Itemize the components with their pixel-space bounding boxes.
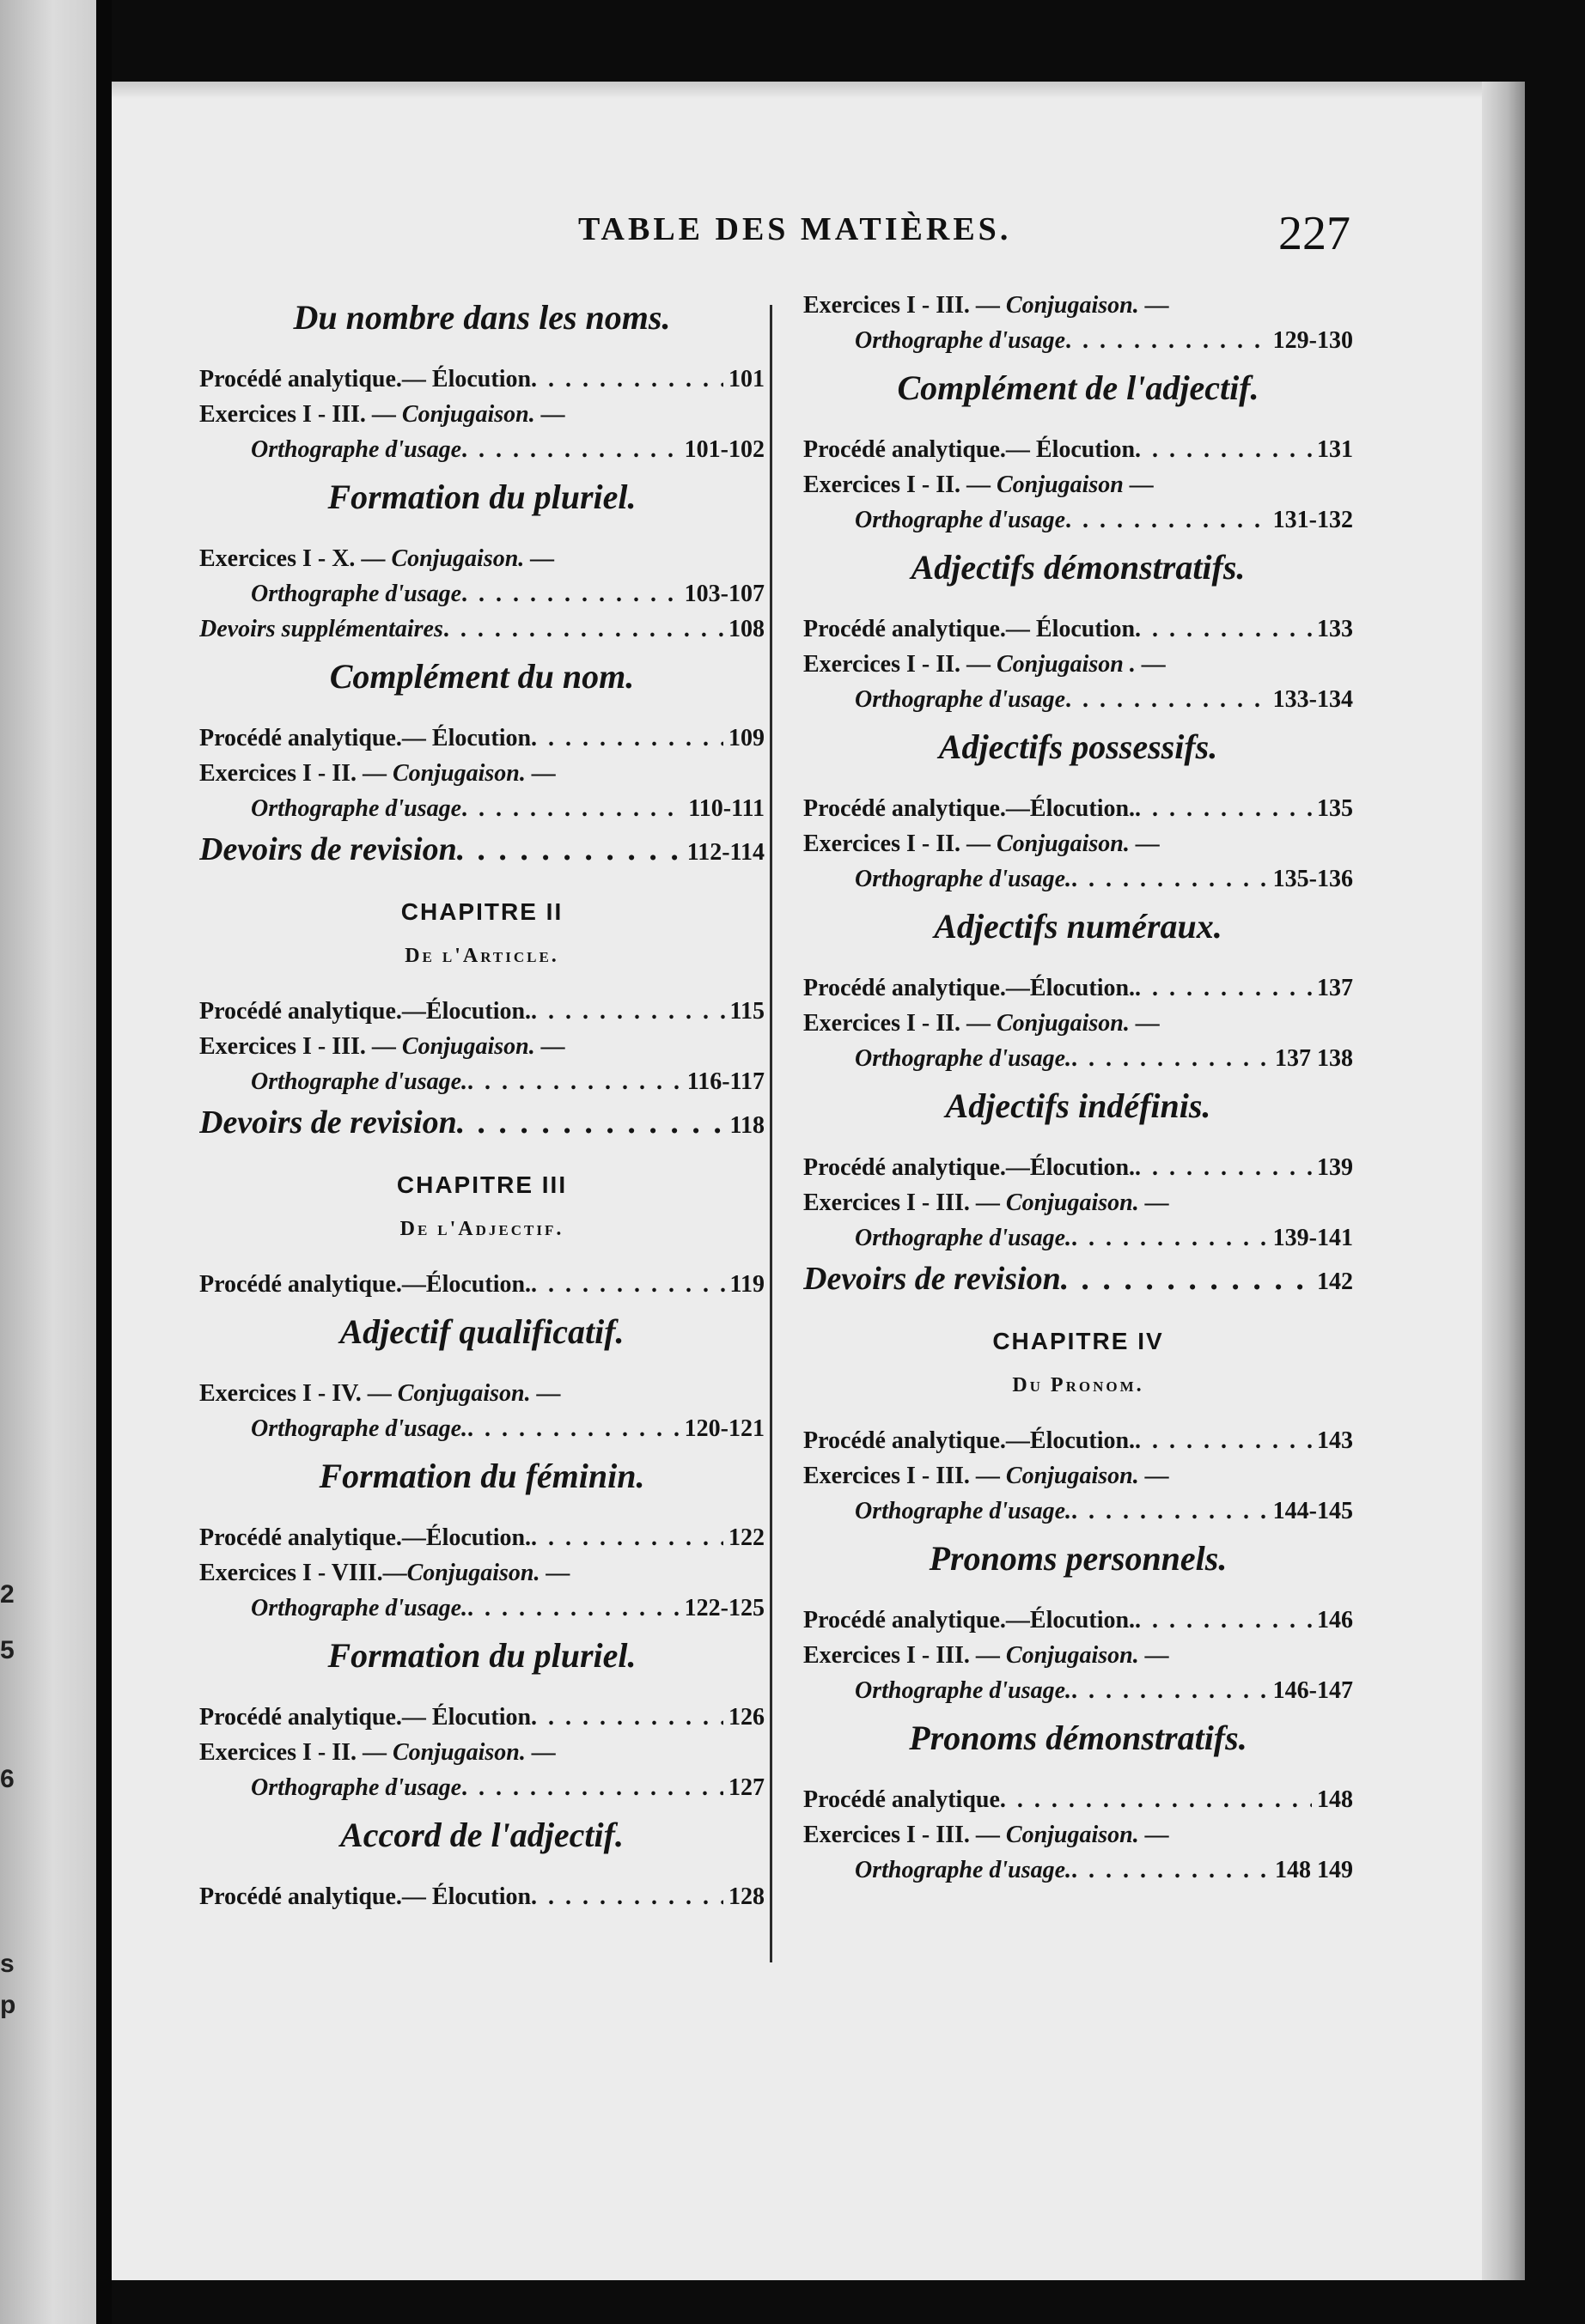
- toc-entry: [199, 1555, 765, 1591]
- toc-entry-title: [251, 1770, 461, 1805]
- toc-entry-italic: Conjugaison. —: [1005, 1189, 1169, 1216]
- toc-entry-title: [251, 1411, 467, 1446]
- toc-entry-text: Exercices I - IV. —: [199, 1380, 398, 1407]
- dot-leader: [1061, 1256, 1312, 1302]
- chapter-heading: CHAPITRE IV: [992, 1328, 1164, 1354]
- toc-entry: [199, 994, 765, 1029]
- toc-page-ref: 148 149: [1275, 1857, 1353, 1883]
- toc-entry-text: Exercices I - VIII.—: [199, 1560, 407, 1586]
- toc-entry: [803, 1256, 1353, 1305]
- toc-entry-title: [199, 541, 554, 576]
- toc-entry-italic: Devoirs de revision: [199, 831, 457, 867]
- toc-entry-text: Exercices I - II. —: [199, 1739, 393, 1766]
- toc-entry-title: [199, 1520, 531, 1555]
- toc-entry: [199, 1591, 765, 1626]
- dot-leader: [1071, 1673, 1268, 1708]
- toc-entry-text: Procédé analytique.— Élocution: [199, 1883, 532, 1910]
- toc-entry-title: [199, 994, 531, 1029]
- running-header-title: TABLE DES MATIÈRES.: [578, 211, 1012, 247]
- toc-entry-title: [803, 647, 1166, 682]
- toc-entry-italic: Conjugaison. —: [1005, 1822, 1169, 1848]
- toc-entry: [199, 1520, 765, 1555]
- toc-entry-title: [855, 323, 1065, 358]
- toc-entry-title: [199, 1267, 531, 1302]
- page-edge: [1482, 82, 1525, 2280]
- dot-leader: [531, 362, 723, 397]
- toc-entry-text: Procédé analytique.— Élocution: [803, 436, 1136, 463]
- toc-entry-title: [803, 1150, 1135, 1185]
- toc-entry-italic: Orthographe d'usage.: [251, 1415, 468, 1442]
- toc-entry-text: Exercices I - II. —: [803, 651, 997, 678]
- toc-entry-title: [855, 861, 1071, 897]
- section-heading: Adjectif qualificatif.: [339, 1312, 625, 1351]
- dot-leader: [457, 826, 682, 873]
- toc-right-column: [803, 288, 1353, 1888]
- toc-entry: [199, 1700, 765, 1735]
- toc-page-ref: 133: [1317, 616, 1353, 642]
- toc-entry: [803, 1185, 1353, 1220]
- chapter-subtitle: De l'Article.: [405, 945, 559, 967]
- toc-entry: [199, 1099, 765, 1149]
- toc-entry-title: [199, 721, 531, 756]
- toc-page-ref: 135: [1317, 795, 1353, 822]
- toc-entry-italic: Conjugaison. —: [401, 401, 565, 428]
- toc-entry-text: Exercices I - X. —: [199, 545, 392, 572]
- toc-entry: [199, 432, 765, 467]
- toc-page-ref: 129-130: [1272, 327, 1353, 354]
- toc-entry-title: [803, 1603, 1135, 1638]
- toc-entry-title: [251, 432, 461, 467]
- toc-entry-title: [199, 1099, 457, 1146]
- chapter-subtitle: De l'Adjectif.: [399, 1218, 564, 1240]
- toc-page-ref: 116-117: [686, 1068, 765, 1095]
- section-heading: Accord de l'adjectif.: [340, 1816, 624, 1854]
- toc-entry: [803, 1041, 1353, 1076]
- section-heading: Pronoms démonstratifs.: [909, 1719, 1247, 1757]
- toc-entry-title: [803, 432, 1135, 467]
- toc-entry-italic: Conjugaison. —: [397, 1380, 561, 1407]
- toc-entry: [803, 1006, 1353, 1041]
- toc-entry-title: [199, 362, 531, 397]
- dot-leader: [1065, 682, 1268, 717]
- toc-entry-text: Exercices I - III. —: [803, 1642, 1006, 1669]
- toc-page-ref: 131: [1317, 436, 1353, 463]
- toc-page-ref: 146: [1317, 1607, 1353, 1633]
- margin-mark: p: [0, 1991, 16, 2019]
- toc-page-ref: 148: [1317, 1786, 1353, 1813]
- toc-page-ref: 133-134: [1272, 686, 1353, 713]
- section-heading: Adjectifs numéraux.: [934, 907, 1222, 946]
- toc-entry: [803, 323, 1353, 358]
- toc-left-column: [199, 288, 765, 1914]
- toc-entry-title: [803, 1638, 1169, 1673]
- toc-entry: [803, 1603, 1353, 1638]
- toc-entry-text: Procédé analytique.—Élocution.: [199, 1271, 532, 1298]
- toc-page-ref: 108: [728, 616, 765, 642]
- toc-entry: [803, 861, 1353, 897]
- toc-entry-title: [803, 1817, 1169, 1853]
- toc-entry-text: Procédé analytique.— Élocution: [199, 725, 532, 751]
- toc-entry-text: Exercices I - II. —: [803, 830, 997, 857]
- toc-entry-italic: Conjugaison. —: [391, 545, 555, 572]
- toc-entry: [199, 791, 765, 826]
- toc-page-ref: 110-111: [688, 795, 765, 822]
- toc-entry-text: Procédé analytique.—Élocution.: [199, 998, 532, 1025]
- toc-entry: [803, 611, 1353, 647]
- toc-entry-title: [251, 576, 461, 611]
- toc-entry-title: [855, 1220, 1071, 1256]
- chapter-heading: CHAPITRE III: [396, 1171, 568, 1198]
- toc-entry: [803, 1782, 1353, 1817]
- toc-page-ref: 144-145: [1272, 1498, 1353, 1524]
- section-heading: Adjectifs démonstratifs.: [911, 548, 1246, 587]
- toc-entry-text: Procédé analytique.—Élocution.: [199, 1524, 532, 1551]
- section-heading: Complément du nom.: [329, 657, 635, 696]
- toc-entry-title: [199, 1700, 531, 1735]
- toc-entry-italic: Devoirs supplémentaires: [199, 616, 443, 642]
- toc-entry-title: [199, 756, 556, 791]
- toc-page-ref: 139: [1317, 1154, 1353, 1181]
- toc-entry-title: [803, 1423, 1135, 1458]
- toc-entry-text: Exercices I - II. —: [803, 1010, 997, 1037]
- dot-leader: [531, 1879, 723, 1914]
- toc-entry-text: Procédé analytique.— Élocution: [199, 1704, 532, 1731]
- toc-entry-italic: Conjugaison. —: [997, 1010, 1160, 1037]
- toc-page-ref: 131-132: [1272, 507, 1353, 533]
- dot-leader: [461, 432, 680, 467]
- toc-entry-title: [199, 826, 457, 873]
- toc-entry-title: [251, 1591, 467, 1626]
- toc-entry: [803, 1638, 1353, 1673]
- toc-entry-italic: Orthographe d'usage.: [855, 1045, 1072, 1072]
- toc-entry-title: [199, 397, 565, 432]
- toc-page-ref: 137 138: [1275, 1045, 1353, 1072]
- toc-entry: [803, 1458, 1353, 1494]
- section-heading: Formation du pluriel.: [327, 1636, 637, 1675]
- dot-leader: [1135, 970, 1312, 1006]
- toc-page-ref: 101-102: [684, 436, 765, 463]
- toc-entry-italic: Orthographe d'usage.: [855, 866, 1072, 892]
- toc-page-ref: 103-107: [684, 581, 765, 607]
- dot-leader: [531, 994, 724, 1029]
- section-heading: Adjectifs indéfinis.: [945, 1086, 1211, 1125]
- toc-entry: [199, 1770, 765, 1805]
- toc-entry-italic: Orthographe d'usage.: [251, 1068, 468, 1095]
- toc-entry-title: [199, 1376, 561, 1411]
- dot-leader: [467, 1411, 680, 1446]
- toc-entry-title: [199, 1879, 531, 1914]
- toc-entry-italic: Orthographe d'usage.: [855, 1498, 1072, 1524]
- toc-entry-title: [855, 1494, 1071, 1529]
- toc-entry-text: Procédé analytique.—Élocution.: [803, 795, 1136, 822]
- dot-leader: [1071, 1041, 1270, 1076]
- previous-page-strip: [0, 0, 96, 2324]
- chapter-heading: CHAPITRE II: [400, 898, 564, 925]
- toc-entry: [199, 1411, 765, 1446]
- toc-entry: [803, 1817, 1353, 1853]
- toc-entry-italic: Devoirs de revision: [199, 1104, 457, 1141]
- toc-entry-title: [803, 791, 1135, 826]
- dot-leader: [1135, 791, 1312, 826]
- toc-entry-italic: Conjugaison. —: [401, 1033, 565, 1060]
- toc-entry: [803, 1423, 1353, 1458]
- dot-leader: [461, 576, 680, 611]
- toc-page-ref: 135-136: [1272, 866, 1353, 892]
- dot-leader: [531, 721, 723, 756]
- toc-entry-italic: Orthographe d'usage: [855, 507, 1066, 533]
- toc-entry-text: Exercices I - II. —: [199, 760, 393, 787]
- dot-leader: [1065, 502, 1268, 538]
- toc-entry-text: Procédé analytique.— Élocution: [199, 366, 532, 392]
- toc-page-ref: 122: [728, 1524, 765, 1551]
- section-heading: Du nombre dans les noms.: [293, 298, 671, 337]
- toc-entry: [803, 970, 1353, 1006]
- toc-entry: [199, 1029, 765, 1064]
- toc-entry-italic: Conjugaison . —: [997, 651, 1166, 678]
- toc-entry-italic: Orthographe d'usage.: [855, 1225, 1072, 1251]
- toc-page-ref: 120-121: [684, 1415, 765, 1442]
- toc-entry-title: [803, 467, 1154, 502]
- toc-entry: [803, 1220, 1353, 1256]
- toc-entry: [803, 432, 1353, 467]
- toc-entry-title: [855, 1041, 1071, 1076]
- toc-entry-text: Procédé analytique.—Élocution.: [803, 1427, 1136, 1454]
- section-heading: Complément de l'adjectif.: [897, 368, 1259, 407]
- toc-entry-text: Exercices I - II. —: [803, 471, 997, 498]
- dot-leader: [1000, 1782, 1312, 1817]
- page-top-shadow: [112, 82, 1503, 99]
- toc-entry: [803, 1853, 1353, 1888]
- margin-mark: s: [0, 1950, 15, 1978]
- margin-mark: 6: [0, 1765, 15, 1793]
- toc-entry: [199, 721, 765, 756]
- toc-entry-title: [199, 611, 443, 647]
- dot-leader: [467, 1591, 680, 1626]
- toc-page-ref: 128: [728, 1883, 765, 1910]
- toc-entry: [199, 1064, 765, 1099]
- chapter-subtitle: Du Pronom.: [1012, 1374, 1144, 1396]
- toc-page-ref: 143: [1317, 1427, 1353, 1454]
- toc-entry-title: [855, 502, 1065, 538]
- toc-entry: [803, 682, 1353, 717]
- toc-page-ref: 137: [1317, 975, 1353, 1001]
- toc-entry: [803, 791, 1353, 826]
- toc-entry-text: Procédé analytique.—Élocution.: [803, 1607, 1136, 1633]
- toc-page-ref: 127: [728, 1774, 765, 1801]
- toc-entry: [199, 576, 765, 611]
- toc-entry-italic: Orthographe d'usage.: [251, 1595, 468, 1621]
- dot-leader: [1071, 1494, 1268, 1529]
- toc-entry-title: [803, 611, 1135, 647]
- toc-page-ref: 146-147: [1272, 1677, 1353, 1704]
- toc-entry: [199, 1376, 765, 1411]
- dot-leader: [1071, 1853, 1270, 1888]
- toc-entry: [199, 756, 765, 791]
- toc-entry: [199, 1735, 765, 1770]
- dot-leader: [1071, 1220, 1268, 1256]
- toc-entry-title: [803, 1006, 1160, 1041]
- dot-leader: [1071, 861, 1268, 897]
- toc-entry-title: [803, 826, 1160, 861]
- toc-entry-title: [803, 1256, 1061, 1302]
- toc-entry-text: Exercices I - III. —: [803, 1822, 1006, 1848]
- toc-entry-italic: Conjugaison. —: [393, 1739, 556, 1766]
- toc-entry-italic: Conjugaison. —: [997, 830, 1160, 857]
- toc-entry-italic: Conjugaison. —: [1005, 1642, 1169, 1669]
- dot-leader: [1135, 432, 1312, 467]
- toc-page-ref: 109: [728, 725, 765, 751]
- toc-entry-italic: Conjugaison. —: [1005, 1463, 1169, 1489]
- toc-entry-italic: Devoirs de revision: [803, 1261, 1061, 1297]
- toc-entry: [803, 288, 1353, 323]
- toc-entry-text: Exercices I - III. —: [199, 1033, 402, 1060]
- toc-entry-title: [855, 682, 1065, 717]
- toc-entry-italic: Conjugaison. —: [393, 760, 556, 787]
- toc-entry-italic: Conjugaison. —: [406, 1560, 570, 1586]
- dot-leader: [443, 611, 723, 647]
- toc-entry-italic: Orthographe d'usage: [855, 327, 1066, 354]
- toc-entry-italic: Orthographe d'usage: [251, 795, 462, 822]
- dot-leader: [461, 791, 683, 826]
- toc-page-ref: 118: [729, 1112, 765, 1139]
- toc-entry-text: Procédé analytique.—Élocution.: [803, 1154, 1136, 1181]
- toc-entry: [803, 1673, 1353, 1708]
- toc-page-ref: 122-125: [684, 1595, 765, 1621]
- toc-entry-title: [251, 791, 461, 826]
- toc-entry: [803, 1150, 1353, 1185]
- column-divider: [770, 305, 772, 1962]
- toc-entry: [199, 826, 765, 876]
- toc-entry-title: [199, 1029, 565, 1064]
- dot-leader: [1135, 1603, 1312, 1638]
- toc-entry-title: [199, 1555, 570, 1591]
- toc-entry-title: [803, 1782, 1000, 1817]
- toc-entry-italic: Orthographe d'usage: [251, 581, 462, 607]
- margin-mark: 2: [0, 1580, 15, 1609]
- toc-entry-text: Exercices I - III. —: [803, 292, 1006, 319]
- toc-page-ref: 115: [729, 998, 765, 1025]
- dot-leader: [461, 1770, 723, 1805]
- toc-page-ref: 119: [729, 1271, 765, 1298]
- toc-entry: [803, 502, 1353, 538]
- toc-page-ref: 142: [1317, 1268, 1353, 1295]
- toc-page-ref: 101: [728, 366, 765, 392]
- toc-entry-text: Exercices I - III. —: [199, 401, 402, 428]
- section-heading: Adjectifs possessifs.: [938, 727, 1218, 766]
- toc-entry-italic: Orthographe d'usage.: [855, 1857, 1072, 1883]
- toc-entry-title: [855, 1853, 1071, 1888]
- toc-entry-title: [199, 1735, 556, 1770]
- toc-entry-italic: Orthographe d'usage: [855, 686, 1066, 713]
- book-spine: [96, 0, 112, 2324]
- toc-entry: [803, 1494, 1353, 1529]
- toc-page-ref: 126: [728, 1704, 765, 1731]
- toc-entry: [199, 397, 765, 432]
- page-number: 227: [1278, 207, 1350, 260]
- dot-leader: [1135, 1423, 1312, 1458]
- toc-entry-text: Exercices I - III. —: [803, 1189, 1006, 1216]
- toc-entry: [803, 467, 1353, 502]
- dot-leader: [457, 1099, 725, 1146]
- toc-entry-italic: Orthographe d'usage: [251, 436, 462, 463]
- toc-entry-title: [803, 1185, 1169, 1220]
- toc-page-ref: 139-141: [1272, 1225, 1353, 1251]
- toc-entry-title: [803, 970, 1135, 1006]
- section-heading: Pronoms personnels.: [929, 1539, 1228, 1578]
- toc-entry: [199, 1267, 765, 1302]
- toc-entry-title: [855, 1673, 1071, 1708]
- toc-entry-title: [251, 1064, 467, 1099]
- toc-entry-title: [803, 288, 1169, 323]
- toc-entry-text: Exercices I - III. —: [803, 1463, 1006, 1489]
- toc-entry-italic: Orthographe d'usage: [251, 1774, 462, 1801]
- toc-entry-italic: Orthographe d'usage.: [855, 1677, 1072, 1704]
- toc-entry-italic: Conjugaison —: [997, 471, 1154, 498]
- toc-entry-text: Procédé analytique.— Élocution: [803, 616, 1136, 642]
- toc-entry-title: [803, 1458, 1169, 1494]
- toc-entry: [199, 541, 765, 576]
- toc-entry-text: Procédé analytique: [803, 1786, 1000, 1813]
- dot-leader: [467, 1064, 682, 1099]
- toc-entry: [803, 826, 1353, 861]
- toc-entry: [199, 611, 765, 647]
- dot-leader: [1065, 323, 1268, 358]
- dot-leader: [1135, 1150, 1312, 1185]
- toc-entry: [199, 1879, 765, 1914]
- section-heading: Formation du pluriel.: [327, 478, 637, 516]
- section-heading: Formation du féminin.: [319, 1457, 645, 1495]
- toc-page-ref: 112-114: [686, 839, 765, 866]
- toc-entry-text: Procédé analytique.—Élocution.: [803, 975, 1136, 1001]
- dot-leader: [531, 1700, 723, 1735]
- dot-leader: [531, 1520, 723, 1555]
- dot-leader: [531, 1267, 724, 1302]
- toc-entry: [199, 362, 765, 397]
- dot-leader: [1135, 611, 1312, 647]
- toc-entry: [803, 647, 1353, 682]
- margin-mark: 5: [0, 1636, 15, 1664]
- toc-entry-italic: Conjugaison. —: [1005, 292, 1169, 319]
